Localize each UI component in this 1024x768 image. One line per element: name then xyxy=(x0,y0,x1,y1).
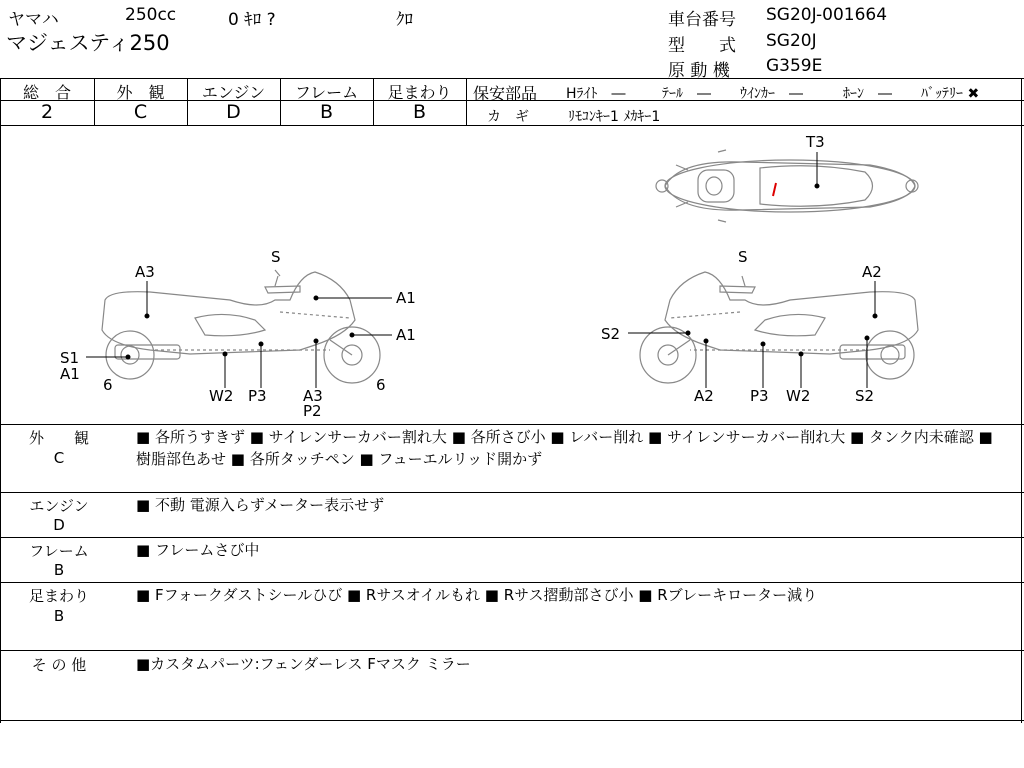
label-a1-lower: A1 xyxy=(396,326,416,344)
label-p3-right: P3 xyxy=(750,387,769,405)
rating-frame-label: フレーム xyxy=(294,83,359,102)
frame-no-label: 車台番号 xyxy=(668,10,736,30)
section-exterior-grade: C xyxy=(53,449,65,467)
rating-engine-label: エンジン xyxy=(201,83,266,102)
section-frame-title: フレーム xyxy=(29,542,89,560)
rating-suspension-grade: B xyxy=(412,101,427,123)
section-exterior-text: ■ 各所うすきず ■ サイレンサーカバー割れ大 ■ 各所さび小 ■ レバー削れ ■ サイレンサーカバー削れ大 ■ タンク内未確認 ■ 樹脂部色あせ ■ 各所タッチペン ■ フューエルリッド開かず xyxy=(136,428,993,468)
part-battery: ﾊﾞｯﾃﾘｰ ✖ xyxy=(921,86,980,102)
type-value: SG20J xyxy=(766,31,817,51)
key-label: カ ギ xyxy=(487,109,529,125)
section-frame-grade: B xyxy=(53,561,65,579)
label-a2-upper: A2 xyxy=(862,263,882,281)
label-s1: S1 xyxy=(60,349,80,367)
label-p2: P2 xyxy=(303,402,322,420)
part-winker: ｳｲﾝｶｰ ― xyxy=(740,86,803,102)
section-frame-text: ■ フレームさび中 xyxy=(136,541,260,559)
frame-no: SG20J-001664 xyxy=(766,5,888,25)
label-a1-upper: A1 xyxy=(396,289,416,307)
label-t3: T3 xyxy=(806,133,825,151)
part-horn: ﾎｰﾝ ― xyxy=(843,86,892,102)
section-engine-grade: D xyxy=(53,516,65,534)
part-headlight: Hﾗｲﾄ ― xyxy=(566,86,626,102)
rating-exterior-label: 外 観 xyxy=(116,83,165,102)
section-engine-title: エンジン xyxy=(29,497,89,515)
scooter-right-view-icon xyxy=(640,272,918,383)
label-w2-right: W2 xyxy=(786,387,811,405)
label-s-right: S xyxy=(738,248,748,266)
section-engine-text: ■ 不動 電源入らずメーター表示せず xyxy=(136,496,385,514)
scooter-left-view-icon xyxy=(102,270,380,383)
rating-overall-grade: 2 xyxy=(40,101,54,123)
part-taillight: ﾃｰﾙ ― xyxy=(662,86,711,102)
displacement: 250cc xyxy=(125,5,177,25)
maker: ヤマハ xyxy=(8,10,59,30)
label-w2-left: W2 xyxy=(209,387,234,405)
label-a2-bottom: A2 xyxy=(694,387,714,405)
label-a1-muffler: A1 xyxy=(60,365,80,383)
section-suspension-grade: B xyxy=(53,607,65,625)
damage-diagram xyxy=(0,126,1022,424)
label-6-rear: 6 xyxy=(103,376,113,394)
rating-engine-grade: D xyxy=(226,101,241,123)
color: ｸﾛ xyxy=(396,10,413,30)
label-s-left: S xyxy=(271,248,281,266)
label-s2-front: S2 xyxy=(601,325,621,343)
label-s2-rear: S2 xyxy=(855,387,875,405)
section-exterior-title: 外 観 xyxy=(28,429,89,447)
rating-exterior-grade: C xyxy=(133,101,148,123)
label-p3-left: P3 xyxy=(248,387,267,405)
section-other-text: ■カスタムパーツ:フェンダーレス Fマスク ミラー xyxy=(136,655,471,673)
parts-title: 保安部品 xyxy=(473,84,538,103)
section-other-title: そ の 他 xyxy=(31,656,87,674)
label-a3-left: A3 xyxy=(135,263,155,281)
rating-frame-grade: B xyxy=(319,101,334,123)
engine-value: G359E xyxy=(766,56,823,76)
section-suspension-title: 足まわり xyxy=(28,587,89,605)
type-label: 型 式 xyxy=(668,36,736,56)
mileage: 0 ｷﾛ ? xyxy=(228,10,276,30)
model-name: マジェスティ250 xyxy=(6,31,170,55)
key-value: ﾘﾓｺﾝｷｰ1 ﾒｶｷｰ1 xyxy=(568,109,661,125)
label-6-front: 6 xyxy=(376,376,386,394)
section-suspension-text: ■ Fフォークダストシールひび ■ Rサスオイルもれ ■ Rサス摺動部さび小 ■ Rブレーキローター減り xyxy=(136,586,818,604)
label-a3-bottom: A3 xyxy=(303,387,323,405)
engine-label: 原 動 機 xyxy=(668,61,730,81)
rating-overall-label: 総 合 xyxy=(22,83,71,102)
scooter-top-view-icon xyxy=(656,150,918,222)
rating-suspension-label: 足まわり xyxy=(387,83,452,102)
